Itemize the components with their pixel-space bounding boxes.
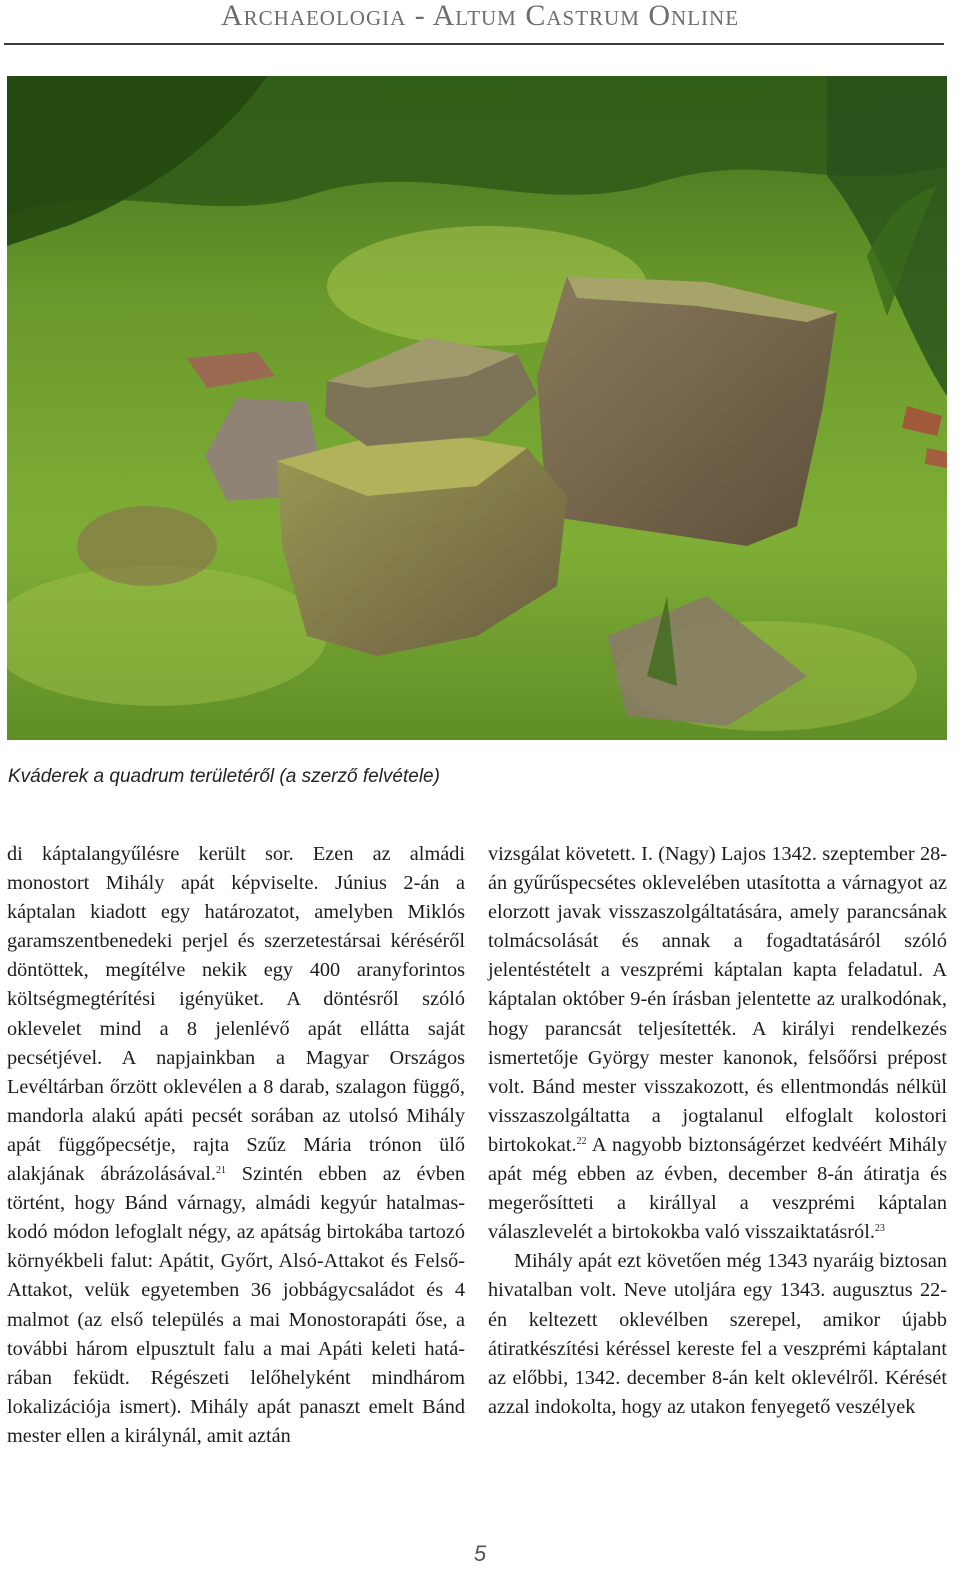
paragraph-text: di káptalangyűlésre került sor. Ezen az almádi monostort Mihály apát képviselte. Június 2-án a káptalan kiadott egy határozatot, amelyben Miklós garamszentbenedeki perjel és szerzetestársai kéréséről döntöttek, megítélve nekik egy 400 aranyforintos költségmegtérítési igényüket. A döntésről szóló oklevelet mind a 8 jelenlévő apát ellátta saját pecsétjével. A napjainkban a Magyar Országos Levéltárban őrzött oklevélen a 8 darab, szalagon függő, mandorla alakú apáti pecsét sorában az utolsó Mihály apát függőpecsétje, rajta Szűz Mária trónon ülő alakjának ábrázolásával. [7,843,465,1186]
paragraph-text: A nagyobb biztonságérzet kedvéért Mihály apát még ebben az évben, december 8-án átiratja és megerősítteti a királlyal a veszprémi káptalan válaszlevelét a birtokokba való visszaiktatásról. [488,1133,947,1244]
ashlar-stones-photo [7,76,947,740]
footnote-marker: 23 [874,1223,885,1235]
page-number: 5 [473,1541,487,1566]
body-paragraph [7,840,465,1451]
text-column-right [488,840,947,1422]
header-divider [4,43,944,45]
journal-title: Archaeologia - Altum Castrum Online [220,0,740,32]
figure-caption: Kváderek a quadrum területéről (a szerző felvétele) [8,766,440,787]
running-header [0,0,960,46]
body-paragraph [488,840,947,1247]
footnote-marker: 21 [215,1165,226,1177]
paragraph-text: Szintén ebben az évben történt, hogy Bánd várnagy, almádi kegyúr hatalmaskodó módon lefoglalt négy, az apátság birtokába tartozó környékbeli falut: Apátit, Győrt, Alsó-Attakot és Felső-Attakot, velük egyetemben 36 jobbágycsaládot és 4 malmot (az első település a mai Monostorapáti őse, a további három elpusztult falu a mai Apáti keleti határában feküdt. Régészeti lelőhelyként mindhárom lokalizációja ismert). Mihály apát panaszt emelt Bánd mester ellen a királynál, amit aztán [7,1163,465,1447]
text-column-left [7,840,465,1451]
footnote-marker: 22 [576,1135,587,1147]
body-paragraph: Mihály apát ezt követően még 1343 nyaráig biztosan hivatalban volt. Neve utoljára egy 1343. augusztus 22-én keltezett oklevélben szerepel, amikor újabb átiratkészítési kéréssel kereste fel a veszprémi káptalant az előbbi, 1342. december 8-án kelt oklevélről. Kérését azzal indokolta, hogy az utakon fenyegető veszélyek [488,1250,947,1418]
paragraph-text: vizsgálat követett. I. (Nagy) Lajos 1342. szeptember 28-án gyűrűspecsétes oklevelében utasította a várnagyot az elorzott javak visszaszolgáltatására, amely parancsának tolmácsolását és annak a fogadtatásáról szóló jelentéstételt a veszprémi káptalan kapta feladatul. A káptalan október 9-én írásban jelentette az uralkodónak, hogy parancsát teljesítették. A királyi rendelkezés ismertetője György mester kanonok, felsőőrsi prépost volt. Bánd mester visszakozott, és ellentmondás nélkül visszaszolgáltatta a jogtalanul elfoglalt kolostori birtokokat. [488,843,947,1156]
